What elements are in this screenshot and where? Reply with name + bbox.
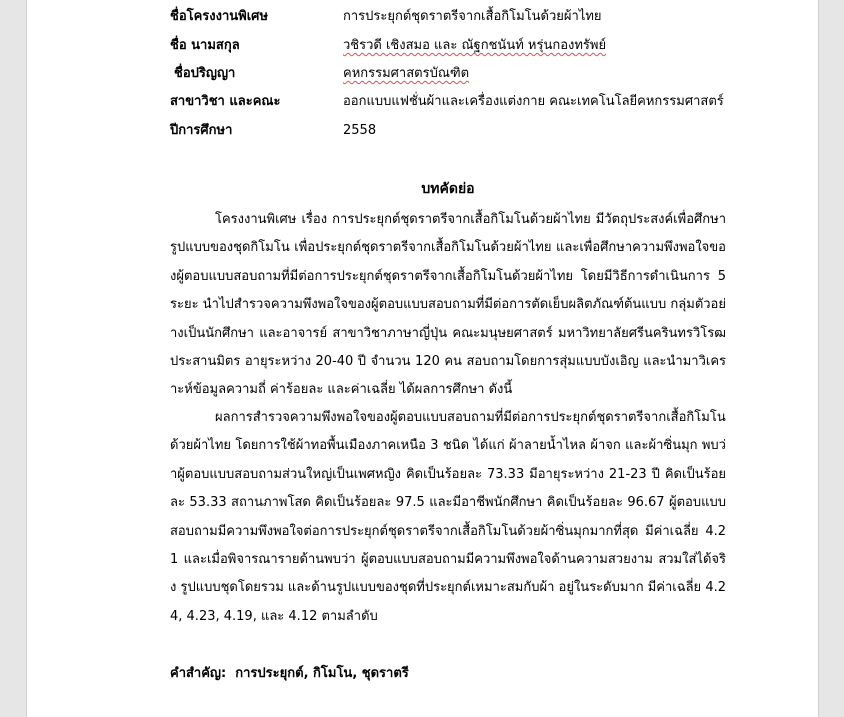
abstract-title: บทคัดย่อ bbox=[421, 181, 475, 197]
project-label: ชื่อโครงงานพิเศษ bbox=[170, 9, 269, 24]
document-page bbox=[26, 0, 819, 717]
major-label: สาขาวิชา และคณะ bbox=[170, 94, 281, 109]
degree-label: ชื่อปริญญา bbox=[174, 66, 236, 81]
keywords-label: คำสำคัญ: bbox=[170, 666, 227, 681]
meta-row-name bbox=[170, 36, 730, 56]
name-label: ชื่อ นามสกุล bbox=[170, 38, 240, 53]
name-value: วชิรวดี เชิงสมอ และ ณัฐกชนันท์ หรุ่นกองทรัพย์ bbox=[343, 38, 607, 53]
project-value: การประยุกต์ชุดราตรีจากเสื้อกิโมโนด้วยผ้าไทย bbox=[343, 9, 602, 24]
major-value: ออกแบบแฟชั่นผ้าและเครื่องแต่งกาย คณะเทคโนโลยีคหกรรมศาสตร์ bbox=[343, 94, 724, 109]
degree-value: คหกรรมศาสตรบัณฑิต bbox=[343, 66, 470, 81]
meta-row-year bbox=[170, 121, 730, 141]
meta-row-major bbox=[170, 92, 730, 112]
meta-row-degree bbox=[170, 64, 730, 84]
year-label: ปีการศึกษา bbox=[170, 123, 233, 138]
keywords-value: การประยุกต์, กิโมโน, ชุดราตรี bbox=[235, 666, 409, 681]
year-value: 2558 bbox=[343, 123, 377, 138]
abstract-paragraph-2: ผลการสำรวจความพึงพอใจของผู้ตอบแบบสอบถามที่มีต่อการประยุกต์ชุดราตรีจากเสื้อกิโมโนด้วยผ้าไทย โดยการใช้ผ้าทอพื้นเมืองภาคเหนือ 3 ชนิด ได้แก่ ผ้าลายน้ำไหล ผ้าจก และผ้าซิ่นมุก พบว่าผู้ตอบแบบสอบถามส่วนใหญ่เป็นเพศหญิง คิดเป็นร้อยละ 73.33 มีอายุระหว่าง 21-23 ปี คิดเป็นร้อยละ 53.33 สถานภาพโสด คิดเป็นร้อยละ 97.5 และมีอาชีพนักศึกษา คิดเป็นร้อยละ 96.67 ผู้ตอบแบบสอบถามมีความพึงพอใจต่อการประยุกต์ชุดราตรีจากเสื้อกิโมโนด้วยผ้าซิ่นมุกมากที่สุด มีค่าเฉลี่ย 4.21 และเมื่อพิจารณารายด้านพบว่า ผู้ตอบแบบสอบถามมีความพึงพอใจด้านความสวยงาม สวมใส่ได้จริง รูปแบบชุดโดยรวม และด้านรูปแบบของชุดที่ประยุกต์เหมาะสมกับผ้า อยู่ในระดับมาก มีค่าเฉลี่ย 4.24, 4.23, 4.19, และ 4.12 ตามลำดับ bbox=[170, 410, 726, 624]
meta-row-project bbox=[170, 7, 730, 27]
abstract-paragraph-1: โครงงานพิเศษ เรื่อง การประยุกต์ชุดราตรีจากเสื้อกิโมโนด้วยผ้าไทย มีวัตถุประสงค์เพื่อศึกษารูปแบบของชุดกิโมโน เพื่อประยุกต์ชุดราตรีจากเสื้อกิโมโนด้วยผ้าไทย และเพื่อศึกษาความพึงพอใจของผู้ตอบแบบสอบถามที่มีต่อการประยุกต์ชุดราตรีจากเสื้อกิโมโนด้วยผ้าไทย โดยมีวิธีการดำเนินการ 5 ระยะ นำไปสำรวจความพึงพอใจของผู้ตอบแบบสอบถามที่มีต่อการตัดเย็บผลิตภัณฑ์ต้นแบบ กลุ่มตัวอย่างเป็นนักศึกษา และอาจารย์ สาขาวิชาภาษาญี่ปุ่น คณะมนุษยศาสตร์ มหาวิทยาลัยศรีนครินทรวิโรฒ ประสานมิตร อายุระหว่าง 20-40 ปี จำนวน 120 คน สอบถามโดยการสุ่มแบบบังเอิญ และนำมาวิเคราะห์ข้อมูลความถี่ ค่าร้อยละ และค่าเฉลี่ย ได้ผลการศึกษา ดังนี้ bbox=[170, 212, 726, 398]
keywords-line bbox=[170, 664, 409, 684]
